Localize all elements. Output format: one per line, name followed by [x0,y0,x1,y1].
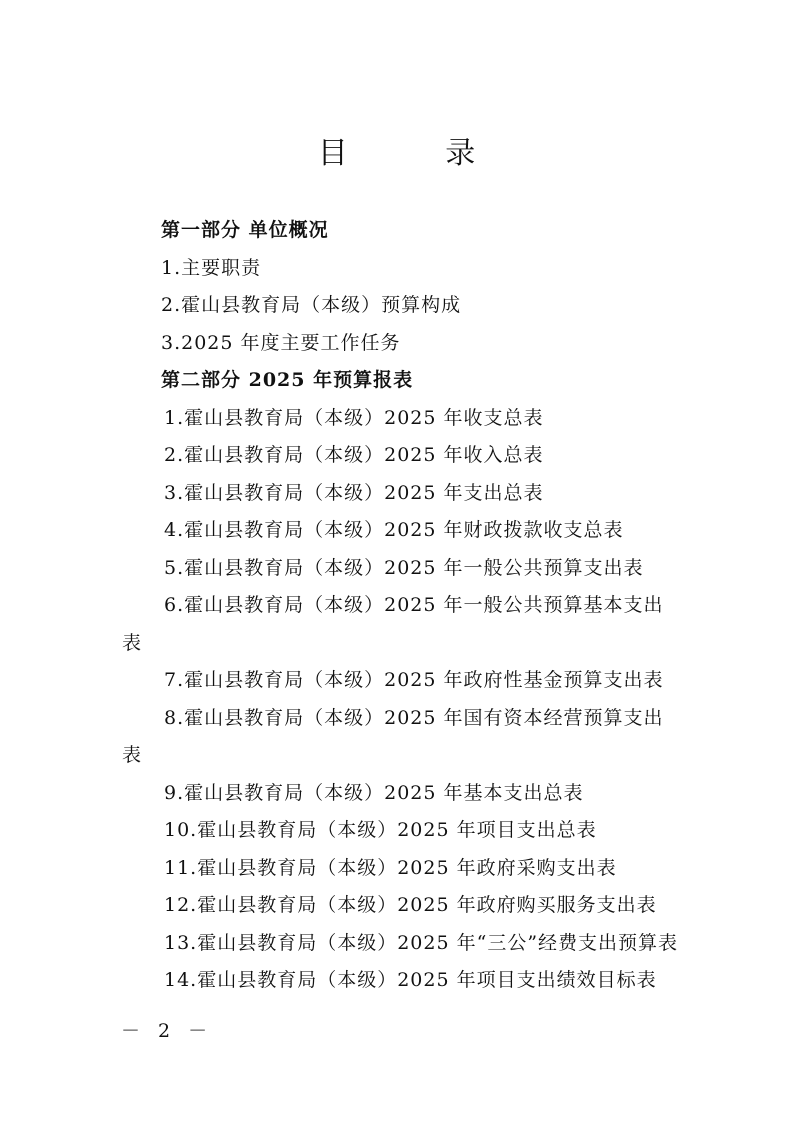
toc-item: 5.霍山县教育局（本级）2025 年一般公共预算支出表 [164,556,644,579]
page-number: － 2 － [121,1020,214,1042]
toc-item: 3.2025 年度主要工作任务 [161,331,401,354]
toc-item: 14.霍山县教育局（本级）2025 年项目支出绩效目标表 [164,969,657,991]
toc-item: 8.霍山县教育局（本级）2025 年国有资本经营预算支出 [164,706,664,729]
toc-item: 4.霍山县教育局（本级）2025 年财政拨款收支总表 [164,519,624,541]
toc-item: 12.霍山县教育局（本级）2025 年政府购买服务支出表 [164,894,657,916]
section-heading-part2: 第二部分 2025 年预算报表 [161,369,414,391]
page-title: 目 录 [317,136,520,171]
toc-item: 6.霍山县教育局（本级）2025 年一般公共预算基本支出 [164,594,664,616]
toc-item: 2.霍山县教育局（本级）预算构成 [161,294,462,316]
toc-item-continuation: 表 [122,631,143,654]
toc-item: 1.霍山县教育局（本级）2025 年收支总表 [164,406,544,429]
toc-item: 13.霍山县教育局（本级）2025 年“三公”经费支出预算表 [164,931,679,954]
toc-item: 11.霍山县教育局（本级）2025 年政府采购支出表 [164,856,617,879]
toc-item: 7.霍山县教育局（本级）2025 年政府性基金预算支出表 [164,669,664,691]
toc-item: 1.主要职责 [161,256,262,279]
toc-item: 3.霍山县教育局（本级）2025 年支出总表 [164,481,544,504]
toc-item: 10.霍山县教育局（本级）2025 年项目支出总表 [164,819,597,841]
section-heading-part1: 第一部分 单位概况 [161,219,329,241]
toc-item: 9.霍山县教育局（本级）2025 年基本支出总表 [164,781,584,804]
toc-item-continuation: 表 [122,744,143,766]
toc-item: 2.霍山县教育局（本级）2025 年收入总表 [164,444,544,466]
table-of-contents [0,212,793,1000]
